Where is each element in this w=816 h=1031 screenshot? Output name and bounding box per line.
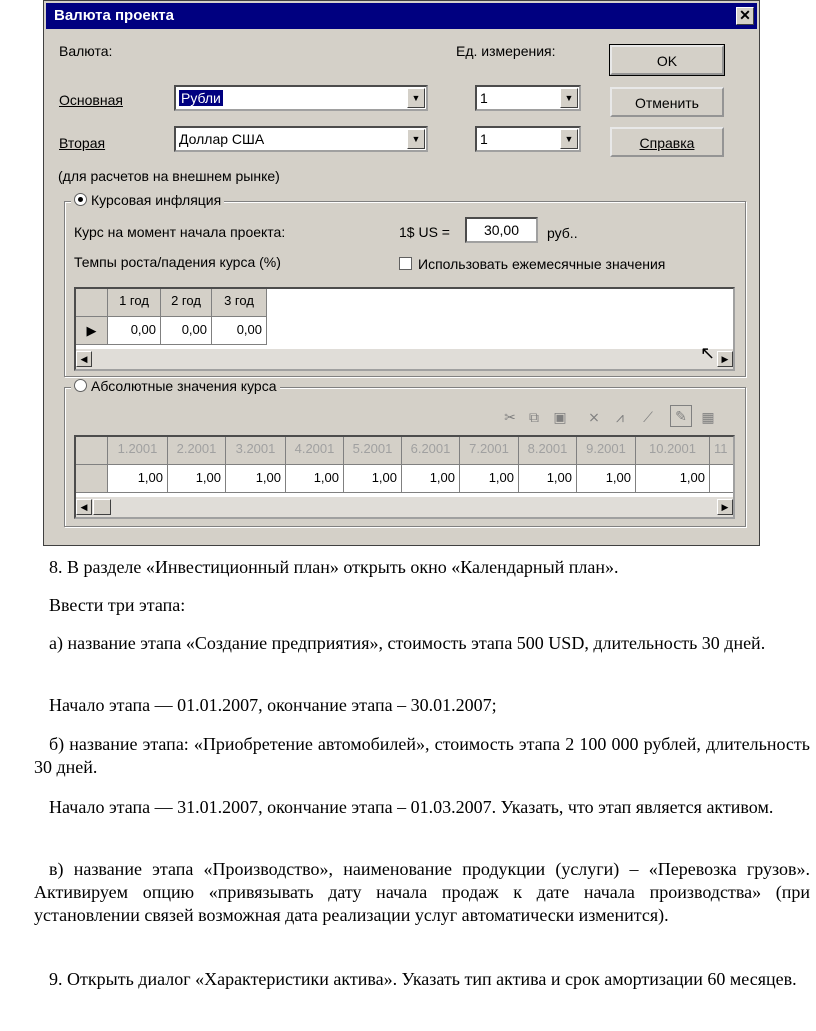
grid-cell[interactable]: 1,00 — [286, 465, 344, 493]
grid-header-month: 5.2001 — [344, 437, 402, 465]
row-pointer — [76, 317, 108, 345]
chevron-down-icon[interactable]: ▼ — [560, 88, 578, 108]
cancel-button[interactable]: Отменить — [610, 87, 724, 117]
rate-unit-label: руб.. — [547, 225, 578, 241]
paragraph: Начало этапа — 01.01.2007, окончание этапа – 30.01.2007; — [49, 695, 497, 715]
tempo-label: Темпы роста/падения курса (%) — [74, 254, 281, 270]
secondary-unit-value: 1 — [480, 131, 488, 147]
grid-header-year3: 3 год — [212, 289, 267, 317]
grid-header-month: 7.2001 — [460, 437, 519, 465]
grid-header-month: 8.2001 — [519, 437, 577, 465]
copy-icon[interactable]: ⧉ — [529, 409, 539, 425]
paragraph: Начало этапа — 31.01.2007, окончание этапа – 01.03.2007. Указать, что этап является активом. — [49, 797, 774, 817]
secondary-unit-select[interactable] — [475, 126, 581, 152]
scroll-left-icon[interactable]: ◀ — [76, 351, 92, 367]
wand-icon[interactable]: ⟋ — [643, 409, 653, 425]
rate-input[interactable]: 30,00 — [465, 217, 538, 243]
scroll-left-icon[interactable]: ◀ — [76, 499, 92, 515]
currency-dialog — [43, 0, 760, 546]
grid-header-month: 1.2001 — [108, 437, 168, 465]
paragraph: б) название этапа: «Приобретение автомобилей», стоимость этапа 2 100 000 рублей, длительность 30 дней. — [34, 734, 810, 777]
grid-corner — [76, 437, 108, 465]
rate-label: Курс на момент начала проекта: — [74, 224, 286, 240]
primary-unit-select[interactable] — [475, 85, 581, 111]
primary-currency-select[interactable] — [174, 85, 428, 111]
chevron-down-icon[interactable]: ▼ — [407, 129, 425, 149]
chart-icon[interactable]: ⩘ — [616, 409, 624, 425]
units-label: Ед. измерения: — [456, 43, 556, 59]
usd-label: 1$ US = — [399, 224, 450, 240]
title-bar[interactable] — [46, 3, 757, 29]
grid-cell[interactable]: 1,00 — [519, 465, 577, 493]
absolute-radio[interactable]: Абсолютные значения курса — [71, 378, 280, 394]
scroll-right-icon[interactable]: ▶ — [717, 499, 733, 515]
row-pointer-icon: ▶ — [86, 323, 97, 338]
close-button[interactable] — [736, 7, 754, 25]
radio-empty-icon[interactable] — [74, 379, 87, 392]
monthly-checkbox[interactable]: Использовать ежемесячные значения — [399, 256, 665, 272]
grid-cell[interactable]: 1,00 — [226, 465, 286, 493]
table-icon[interactable]: ▦ — [701, 409, 715, 425]
grid-cell[interactable] — [710, 465, 735, 493]
grid-header-month: 4.2001 — [286, 437, 344, 465]
grid-cell[interactable]: 1,00 — [344, 465, 402, 493]
paragraph: в) название этапа «Производство», наименование продукции (услуги) – «Перевозка грузов». Активируем опцию «привязывать дату начала продаж к дате начала производства» (при установлении связей возможная дата реализации услуг автоматически изменится). — [34, 859, 810, 925]
paragraph: 8. В разделе «Инвестиционный план» открыть окно «Календарный план». — [49, 557, 619, 577]
secondary-currency-select[interactable] — [174, 126, 428, 152]
primary-currency-value: Рубли — [181, 90, 221, 106]
inflation-hscrollbar[interactable] — [76, 343, 733, 369]
grid-cell[interactable]: 1,00 — [168, 465, 226, 493]
absolute-grid — [74, 435, 735, 519]
paste-icon[interactable]: ▣ — [553, 409, 567, 425]
grid-cell[interactable]: 0,00 — [108, 317, 161, 345]
paragraph: 9. Открыть диалог «Характеристики актива». Указать тип актива и срок амортизации 60 месяцев. — [49, 969, 797, 989]
grid-header-month: 9.2001 — [577, 437, 636, 465]
grid-header-month: 3.2001 — [226, 437, 286, 465]
grid-corner — [76, 289, 108, 317]
cut-icon[interactable]: ✂ — [504, 409, 516, 425]
scroll-thumb[interactable] — [93, 499, 111, 515]
primary-label: Основная — [59, 92, 123, 108]
note-label: (для расчетов на внешнем рынке) — [58, 168, 280, 184]
checkbox-icon[interactable] — [399, 257, 412, 270]
grid-cell[interactable]: 0,00 — [212, 317, 267, 345]
absolute-hscrollbar[interactable] — [76, 497, 733, 517]
help-button[interactable]: Справка — [610, 127, 724, 157]
currency-label: Валюта: — [59, 43, 113, 59]
chevron-down-icon[interactable]: ▼ — [560, 129, 578, 149]
secondary-currency-value: Доллар США — [179, 131, 265, 147]
grid-header-year1: 1 год — [108, 289, 161, 317]
chevron-down-icon[interactable]: ▼ — [407, 88, 425, 108]
row-header — [76, 465, 108, 493]
grid-cell[interactable]: 1,00 — [636, 465, 710, 493]
fill-icon[interactable]: ⨯ — [588, 409, 600, 425]
inflation-grid — [74, 287, 735, 371]
secondary-label: Вторая — [59, 135, 106, 151]
close-icon: ✕ — [739, 7, 751, 23]
grid-cell[interactable]: 0,00 — [161, 317, 212, 345]
dialog-title: Валюта проекта — [54, 7, 174, 24]
grid-header-month: 11 — [710, 437, 735, 465]
mouse-cursor-icon: ↖ — [700, 343, 716, 363]
grid-header-year2: 2 год — [161, 289, 212, 317]
pen-icon[interactable]: ✎ — [670, 405, 692, 427]
grid-header-month: 2.2001 — [168, 437, 226, 465]
primary-unit-value: 1 — [480, 90, 488, 106]
radio-selected-icon[interactable] — [74, 193, 87, 206]
grid-header-month: 10.2001 — [636, 437, 710, 465]
ok-button[interactable]: OK — [610, 45, 724, 75]
paragraph: Ввести три этапа: — [49, 595, 186, 615]
paragraph: а) название этапа «Создание предприятия», стоимость этапа 500 USD, длительность 30 дней. — [49, 633, 766, 653]
grid-cell[interactable]: 1,00 — [108, 465, 168, 493]
inflation-radio[interactable]: Курсовая инфляция — [71, 192, 224, 208]
grid-cell[interactable]: 1,00 — [460, 465, 519, 493]
grid-cell[interactable]: 1,00 — [402, 465, 460, 493]
scroll-right-icon[interactable]: ▶ — [717, 351, 733, 367]
grid-cell[interactable]: 1,00 — [577, 465, 636, 493]
grid-header-month: 6.2001 — [402, 437, 460, 465]
